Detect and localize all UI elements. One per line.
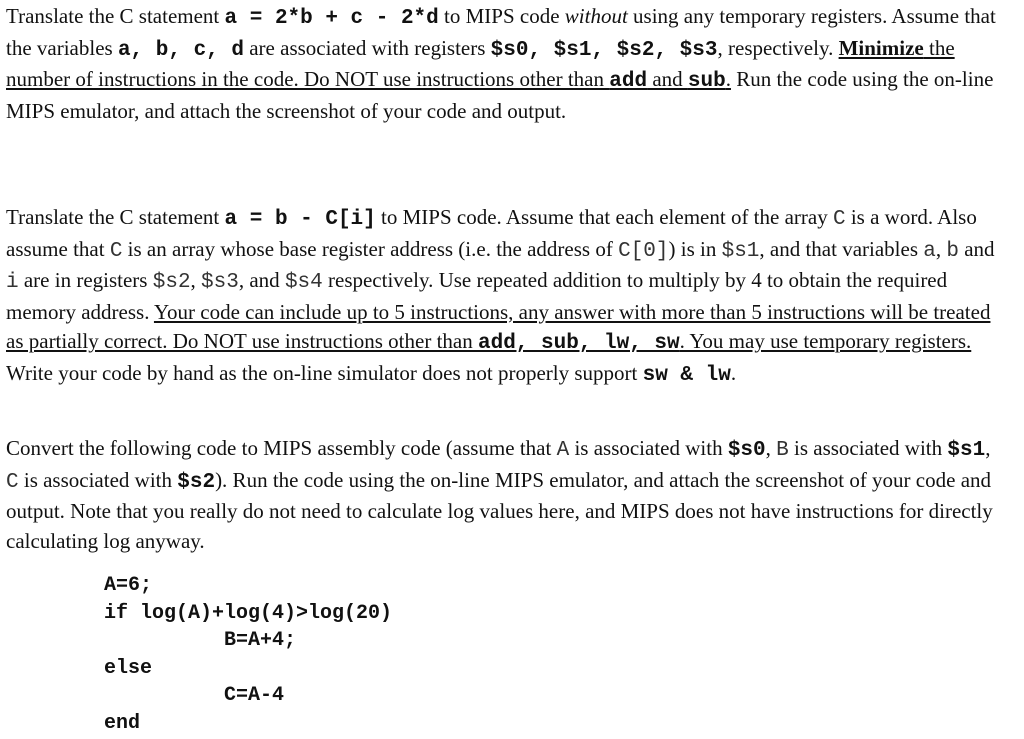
q1-text: Translate the C statement: [6, 4, 225, 28]
q3-register-s2: $s2: [177, 470, 216, 494]
q3-variable-b: B: [776, 439, 789, 462]
q3-text: is associated with: [788, 436, 948, 460]
question-1: [6, 2, 1006, 126]
q3-text: Convert the following code to MIPS assembly code (assume that: [6, 436, 557, 460]
q2-array-name: C: [832, 208, 846, 231]
q1-registers: $s0, $s1, $s2, $s3: [490, 38, 718, 62]
q2-text: Translate the C statement: [6, 205, 225, 229]
code-line: B=A+4;: [104, 629, 297, 652]
code-line: C=A-4: [104, 684, 285, 707]
q2-text: is a word. Also assume that: [6, 205, 977, 261]
q2-register: $s1: [721, 239, 760, 263]
q1-underlined-text: and: [647, 67, 688, 91]
q2-register: $s2: [152, 271, 191, 294]
q3-register-s1: $s1: [947, 439, 986, 462]
q1-statement: a = 2*b + c - 2*d: [224, 7, 439, 30]
q3-text: is associated with: [569, 436, 728, 460]
q1-text: are associated with registers: [243, 35, 491, 60]
q2-register: $s4: [284, 271, 323, 294]
q1-sub: sub: [687, 70, 726, 93]
q1-emphasis: without: [564, 4, 628, 28]
q2-text: Write your code by hand as the on-line simulator does not properly support: [6, 360, 643, 385]
q2-text: is an array whose base register address (i.e. the address of: [122, 236, 619, 261]
q3-register-s0: $s0: [727, 439, 766, 462]
q1-underlined-text: the number of instructions in the code. Do NOT use instructions other than: [6, 35, 955, 91]
q1-text: Run the code using the on-line MIPS emulator, and attach the screenshot of your code and output.: [6, 67, 994, 123]
q3-text: ,: [985, 436, 991, 460]
q3-variable-a: A: [556, 439, 570, 462]
q2-instructions: add, sub, lw, sw: [478, 332, 680, 355]
q2-sw-lw: sw & lw: [642, 363, 731, 387]
q2-text: are in registers: [18, 268, 153, 292]
q3-text: ). Run the code using the on-line MIPS emulator, and attach the screenshot of your code and output. Note that you really do not need to calculate log values here, and MIPS does not have instructions for directly calculating log anyway.: [6, 467, 993, 553]
code-line: if log(A)+log(4)>log(20): [104, 601, 393, 625]
question-2: [6, 203, 1006, 390]
q3-variable-c: C: [6, 470, 19, 494]
q2-register: $s3: [201, 271, 239, 294]
q1-add: add: [609, 70, 648, 93]
question-3: [6, 434, 1006, 556]
q2-variable: i: [6, 271, 19, 294]
q2-array-name: C: [109, 239, 123, 263]
q2-text: and: [958, 236, 995, 261]
q2-variable: b: [946, 239, 959, 263]
q2-text: , and: [238, 268, 285, 292]
q1-variables: a, b, c, d: [117, 38, 244, 62]
code-line: A=6;: [104, 574, 153, 597]
q2-text: to MIPS code. Assume that each element of the array: [375, 205, 833, 229]
q2-underlined-text: Your code can include up to 5 instructions, any answer with more than 5 instructions will be treated as partially correct. Do NOT use instructions other than: [6, 299, 991, 353]
q3-text: ,: [765, 436, 777, 460]
q2-underlined-text: . You may use temporary registers.: [679, 329, 972, 353]
q2-text: , and that variables: [759, 236, 924, 261]
code-block: [104, 572, 392, 737]
q1-text: to MIPS code: [438, 4, 565, 28]
q2-text: ) is in: [668, 236, 722, 261]
code-line: else: [104, 656, 153, 680]
q1-minimize: Minimize: [838, 35, 924, 60]
q2-statement: a = b - C[i]: [224, 208, 376, 231]
q2-variable: a: [923, 239, 936, 263]
q2-text: ,: [190, 268, 202, 292]
code-line: end: [104, 711, 141, 735]
q2-text: respectively. Use repeated addition to multiply by 4 to obtain the required memory address.: [6, 268, 948, 324]
q2-text: .: [730, 360, 737, 385]
q1-underlined-text: .: [725, 67, 731, 91]
q1-text: , respectively.: [717, 35, 839, 60]
q1-text: using any temporary registers. Assume that the variables: [6, 4, 996, 60]
q3-text: is associated with: [18, 467, 178, 492]
q2-text: ,: [935, 236, 947, 261]
q2-array-element: C[0]: [618, 239, 669, 263]
